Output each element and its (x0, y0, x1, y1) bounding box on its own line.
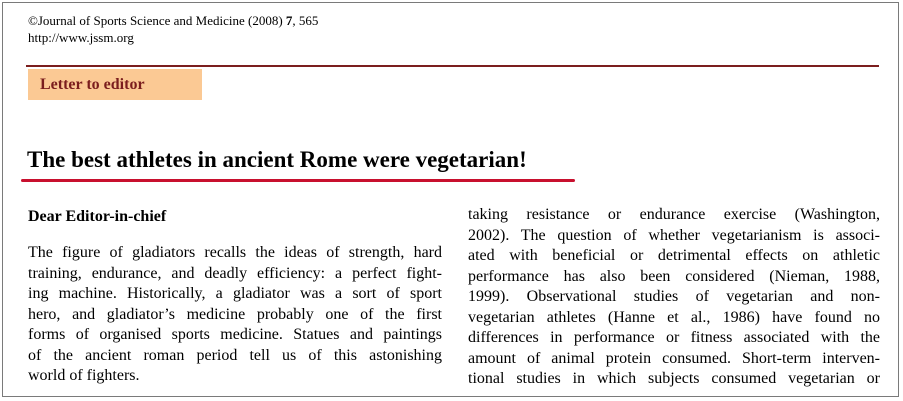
section-label: Letter to editor (40, 76, 145, 93)
text-line: ated with beneficial or detrimental effects on athletic (468, 247, 880, 264)
text-line: performance has also been considered (Nieman, 1988, (468, 267, 880, 285)
text-line: differences in performance or fitness associated with the (468, 329, 880, 346)
text-line: hero, and gladiator’s medicine probably one of the first (28, 305, 442, 323)
journal-page: , 565 (292, 13, 319, 28)
left-column (28, 243, 442, 387)
text-line: ing machine. Historically, a gladiator was a sort of sport (28, 285, 442, 302)
text-line: The figure of gladiators recalls the ideas of strength, hard (28, 244, 442, 261)
salutation: Dear Editor-in-chief (28, 208, 167, 225)
text-line: 2002). The question of whether vegetarianism is associ- (468, 226, 880, 244)
text-line: tional studies in which subjects consumed vegetarian or (468, 370, 880, 387)
right-column (468, 205, 880, 390)
text-line: vegetarian athletes (Hanne et al., 1986) have found no (468, 308, 880, 326)
text-line: 1999). Observational studies of vegetarian and non- (468, 288, 880, 305)
header-rule (26, 65, 879, 67)
text-line: training, endurance, and deadly efficiency: a perfect fight- (28, 264, 442, 282)
journal-url: http://www.jssm.org (28, 30, 134, 45)
text-line: taking resistance or endurance exercise (Washington, (468, 206, 880, 223)
journal-prefix: ©Journal of Sports Science and Medicine (2008) (28, 13, 286, 28)
text-line: world of fighters. (28, 367, 140, 384)
text-line: forms of organised sports medicine. Statues and paintings (28, 326, 442, 343)
text-line: amount of animal protein consumed. Short-term interven- (468, 349, 880, 367)
title-underline (21, 179, 575, 182)
section-label-box (28, 69, 202, 100)
text-line: of the ancient roman period tell us of this astonishing (28, 346, 442, 364)
journal-citation (28, 13, 318, 29)
article-title: The best athletes in ancient Rome were vegetarian! (27, 147, 527, 172)
document-page (2, 2, 899, 397)
journal-volume: 7 (285, 13, 293, 28)
